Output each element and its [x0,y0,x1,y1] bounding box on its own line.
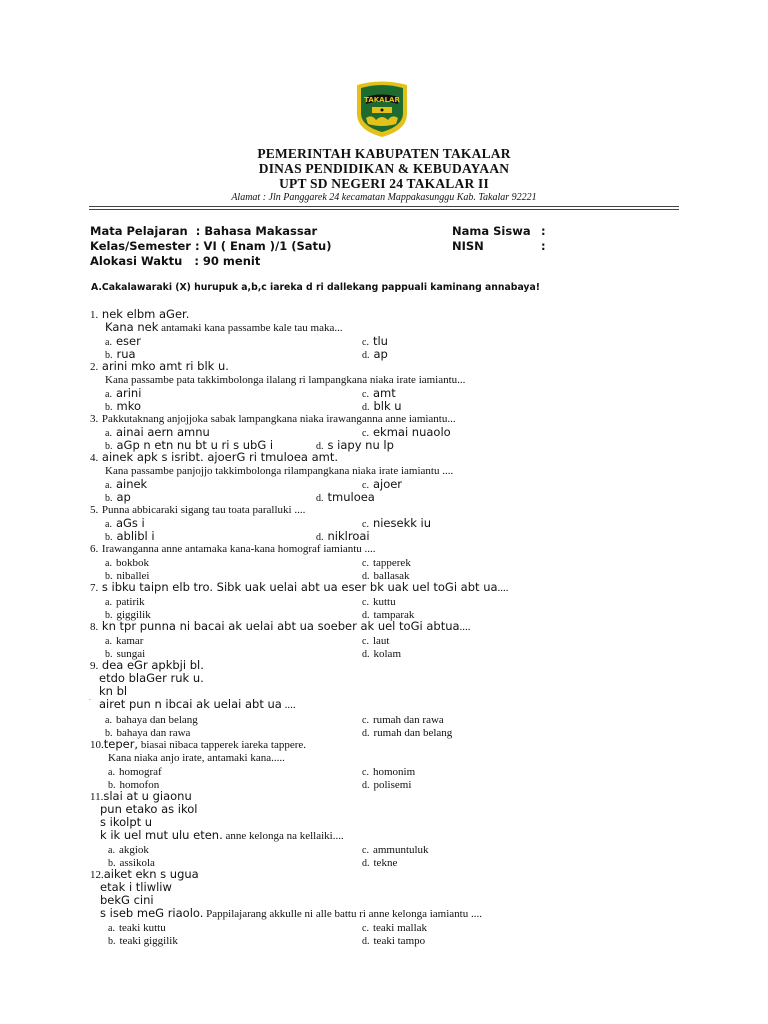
q2-option-c[interactable]: c. amt [362,386,396,400]
question-12-line-3: bekG cini [100,893,154,907]
question-5: 5. Punna abbicaraki sigang tau toata paralluki .... [90,504,306,516]
q1-option-d[interactable]: d. ap [362,347,388,361]
q11-option-a[interactable]: a. akgiok [108,844,149,856]
q6-option-b[interactable]: b. niballei [105,570,150,582]
info-name-label: Nama Siswa [452,224,531,238]
q6-option-d[interactable]: d. ballasak [362,570,410,582]
info-class: Kelas/Semester : VI ( Enam )/1 (Satu) [90,239,332,253]
q12-option-c[interactable]: c. teaki mallak [362,922,428,934]
question-9-dot: . [89,695,91,702]
question-2: 2. arini mko amt ri blk u. [90,359,229,373]
q11-option-c[interactable]: c. ammuntuluk [362,844,429,856]
q4-option-a[interactable]: a. ainek [105,477,148,491]
q4-option-d[interactable]: d. tmuloea [316,490,375,504]
q4-option-c[interactable]: c. ajoer [362,477,403,491]
q10-option-d[interactable]: d. polisemi [362,779,412,791]
q8-option-d[interactable]: d. kolam [362,648,401,660]
question-2-prompt: Kana passambe pata takkimbolonga ilalang ri lampangkana niaka irate iamiantu... [105,374,466,386]
q11-option-b[interactable]: b. assikola [108,857,155,869]
q9-option-b[interactable]: b. bahaya dan rawa [105,727,191,739]
q9-option-a[interactable]: a. bahaya dan belang [105,714,198,726]
question-11-line-3: s ikolpt u [100,815,153,829]
info-nisn-label: NISN [452,239,484,253]
q12-option-d[interactable]: d. teaki tampo [362,935,426,947]
q3-option-b[interactable]: b. aGp n etn nu bt u ri s ubG i [105,438,274,452]
question-12: 12.aiket ekn s ugua [90,867,199,881]
info-nisn-colon: : [541,239,546,253]
svg-text:TAKALAR: TAKALAR [364,96,400,104]
q11-option-d[interactable]: d. tekne [362,857,398,869]
q5-option-d[interactable]: d. niklroai [316,529,370,543]
q6-option-c[interactable]: c. tapperek [362,557,411,569]
header-department: DINAS PENDIDIKAN & KEBUDAYAAN [258,161,510,176]
q7-option-a[interactable]: a. patirik [105,596,145,608]
question-1: 1. nek elbm aGer. [90,307,190,321]
q3-option-a[interactable]: a. ainai aern amnu [105,425,210,439]
q10-option-b[interactable]: b. homofon [108,779,160,791]
question-7: 7. s ibku taipn elb tro. Sibk uak uelai abt ua eser bk uak uel toGi abt ua.... [90,580,509,594]
q8-option-c[interactable]: c. laut [362,635,390,647]
header-government: PEMERINTAH KABUPATEN TAKALAR [257,146,511,161]
header-address: Alamat : Jln Panggarek 24 kecamatan Mappakasunggu Kab. Takalar 92221 [231,192,537,203]
q12-option-a[interactable]: a. teaki kuttu [108,922,166,934]
question-11: 11.slai at u giaonu [90,789,192,803]
question-9-line-3: kn bl [99,684,128,698]
question-11-line-4: k ik uel mut ulu eten. anne kelonga na kellaiki.... [100,828,344,842]
question-12-line-4: s iseb meG riaolo. Pappilajarang akkulle ni alle battu ri anne kelonga iamiantu .... [100,906,482,920]
header-rule-bottom [89,209,679,210]
q3-option-c[interactable]: c. ekmai nuaolo [362,425,451,439]
q8-option-a[interactable]: a. kamar [105,635,144,647]
q9-option-d[interactable]: d. rumah dan belang [362,727,453,739]
question-10-prompt: Kana niaka anjo irate, antamaki kana..... [108,752,285,764]
instruction: A.Cakalawaraki (X) hurupuk a,b,c iareka d ri dallekang pappuali kaminang annabaya! [91,282,541,293]
question-1-prompt: Kana nek antamaki kana passambe kale tau maka... [105,320,343,334]
question-3: 3. Pakkutaknang anjojjoka sabak lampangkana niaka irawanganna anne iamiantu... [90,413,456,425]
q3-option-d[interactable]: d. s iapy nu lp [316,438,394,452]
q8-option-b[interactable]: b. sungai [105,648,146,660]
q1-option-b[interactable]: b. rua [105,347,136,361]
q5-option-a[interactable]: a. aGs i [105,516,145,530]
q1-option-a[interactable]: a. eser [105,334,141,348]
q5-option-b[interactable]: b. ablibl i [105,529,155,543]
q2-option-b[interactable]: b. mko [105,399,141,413]
q1-option-c[interactable]: c. tlu [362,334,388,348]
question-4-prompt: Kana passambe panjojjo takkimbolonga rilampangkana niaka irate iamiantu .... [105,465,454,477]
question-10: 10.teper, biasai nibaca tapperek iareka tappere. [90,737,307,751]
q5-option-c[interactable]: c. niesekk iu [362,516,432,530]
question-11-line-2: pun etako as ikol [100,802,198,816]
q12-option-b[interactable]: b. teaki giggilik [108,935,178,947]
takalar-logo [352,80,412,138]
header-rule-top [89,206,679,207]
q4-option-b[interactable]: b. ap [105,490,131,504]
question-12-line-2: etak i tliwliw [100,880,172,894]
q2-option-a[interactable]: a. arini [105,386,142,400]
question-6: 6. Irawanganna anne antamaka kana-kana homograf iamiantu .... [90,543,376,555]
header-school: UPT SD NEGERI 24 TAKALAR II [279,176,489,191]
question-9-line-2: etdo blaGer ruk u. [99,671,204,685]
q10-option-a[interactable]: a. homograf [108,766,162,778]
info-time: Alokasi Waktu : 90 menit [90,254,261,268]
q10-option-c[interactable]: c. homonim [362,766,416,778]
question-8: 8. kn tpr punna ni bacai ak uelai abt ua soeber ak uel toGi abtua.... [90,619,471,633]
q7-option-d[interactable]: d. tamparak [362,609,415,621]
q7-option-b[interactable]: b. giggilik [105,609,151,621]
q2-option-d[interactable]: d. blk u [362,399,402,413]
info-name-colon: : [541,224,546,238]
question-9: 9. dea eGr apkbji bl. [90,658,204,672]
info-subject: Mata Pelajaran : Bahasa Makassar [90,224,318,238]
q7-option-c[interactable]: c. kuttu [362,596,396,608]
question-9-line-4: airet pun n ibcai ak uelai abt ua .... [99,697,296,711]
question-4: 4. ainek apk s isribt. ajoerG ri tmuloea amt. [90,450,339,464]
q9-option-c[interactable]: c. rumah dan rawa [362,714,444,726]
q6-option-a[interactable]: a. bokbok [105,557,149,569]
